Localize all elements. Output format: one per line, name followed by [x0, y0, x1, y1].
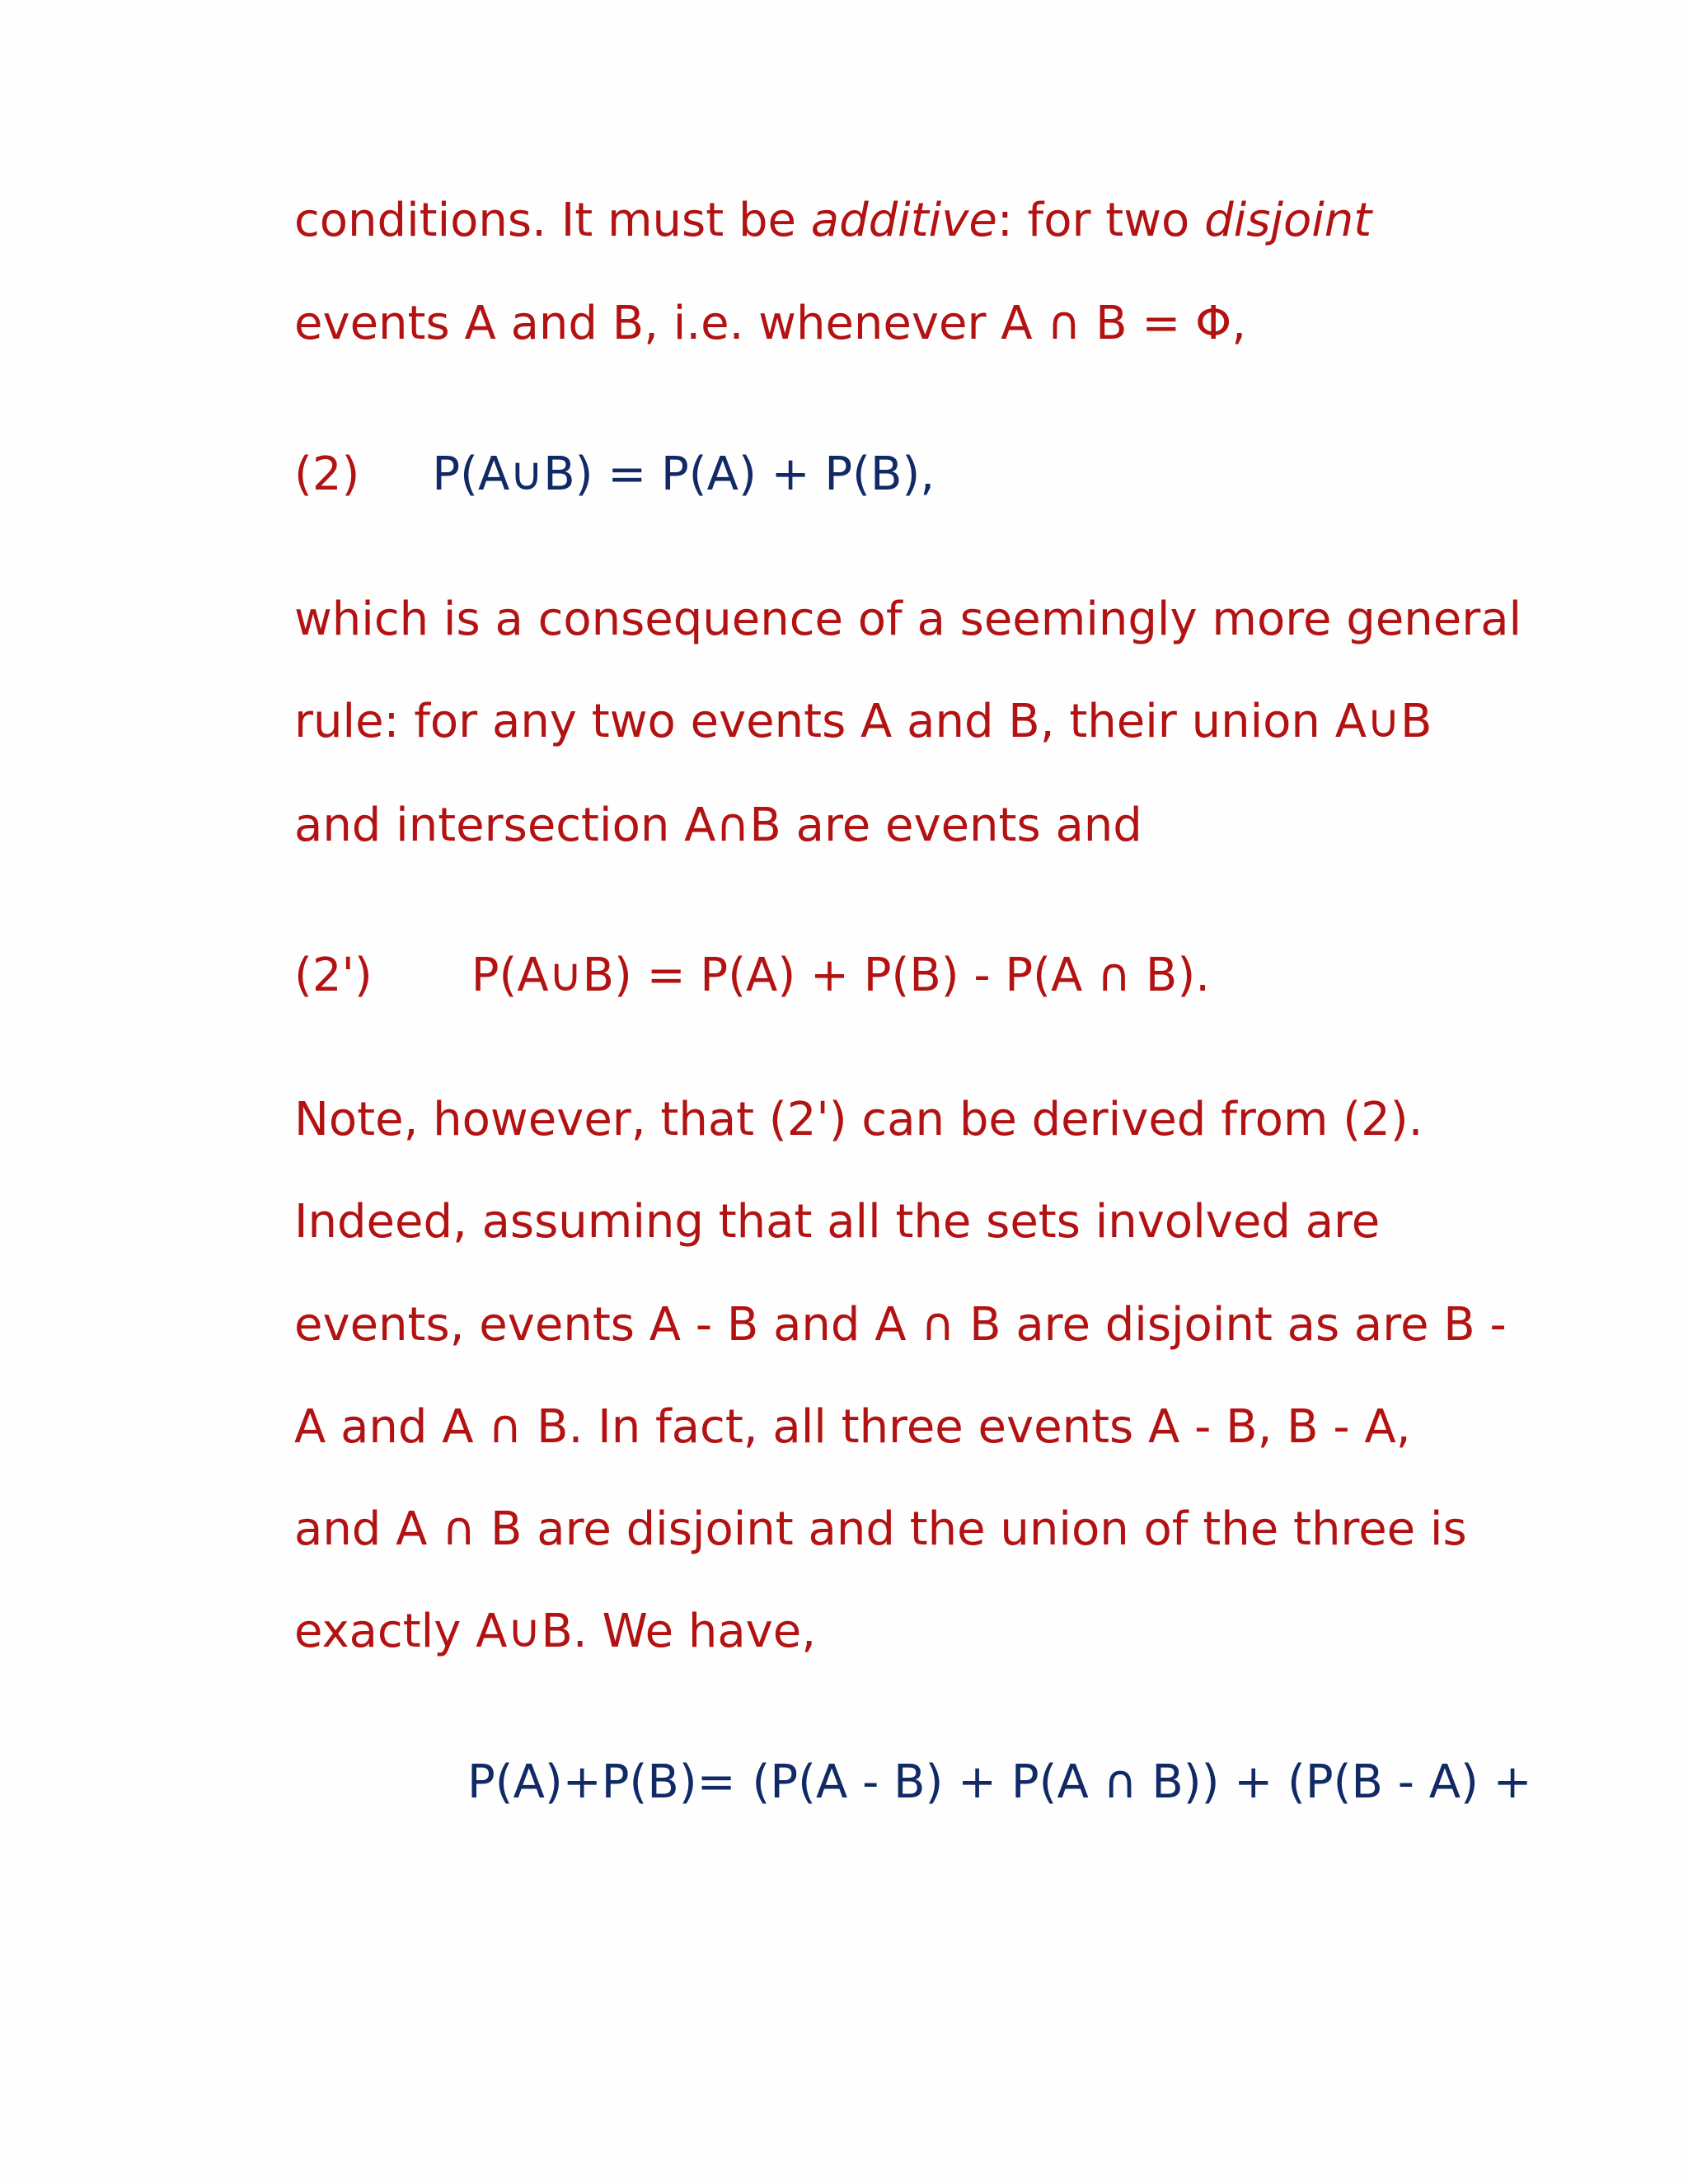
paragraph-line-6: and intersection A∩B are events and: [294, 799, 1142, 852]
equation-final-left: P(A)+P(B)=: [467, 1755, 736, 1809]
paragraph-line-11: A and A ∩ B. In fact, all three events A - B, B - A,: [294, 1400, 1411, 1454]
equation-2: [294, 445, 935, 504]
equation-2-label: (2): [294, 448, 360, 501]
emphasis-additive: additive: [810, 194, 997, 247]
equation-2-prime-label: (2'): [294, 949, 373, 1002]
paragraph-line-9: Indeed, assuming that all the sets involved are: [294, 1195, 1381, 1249]
text-span: conditions. It must be: [294, 194, 811, 247]
paragraph-line-1: [294, 191, 1372, 251]
paragraph-line-2: events A and B, i.e. whenever A ∩ B = Φ,: [294, 297, 1246, 350]
paragraph-line-8: Note, however, that (2') can be derived from (2).: [294, 1093, 1423, 1146]
equation-2-prime-formula: P(A∪B) = P(A) + P(B) - P(A ∩ B).: [471, 949, 1210, 1002]
equation-2-prime: [294, 946, 1210, 1005]
paragraph-line-12: and A ∩ B are disjoint and the union of the three is: [294, 1502, 1467, 1556]
equation-2-formula: P(A∪B) = P(A) + P(B),: [432, 448, 935, 501]
equation-final-right: (P(A - B) + P(A ∩ B)) + (P(B - A) +: [752, 1755, 1532, 1809]
text-span: : for two: [996, 194, 1205, 247]
emphasis-disjoint: disjoint: [1204, 194, 1372, 247]
equation-final: [467, 1753, 1532, 1812]
paragraph-line-13: exactly A∪B. We have,: [294, 1605, 817, 1658]
paragraph-line-10: events, events A - B and A ∩ B are disjoint as are B -: [294, 1298, 1507, 1352]
paragraph-line-4: which is a consequence of a seemingly more general: [294, 593, 1522, 646]
paragraph-line-5: rule: for any two events A and B, their union A∪B: [294, 695, 1432, 748]
